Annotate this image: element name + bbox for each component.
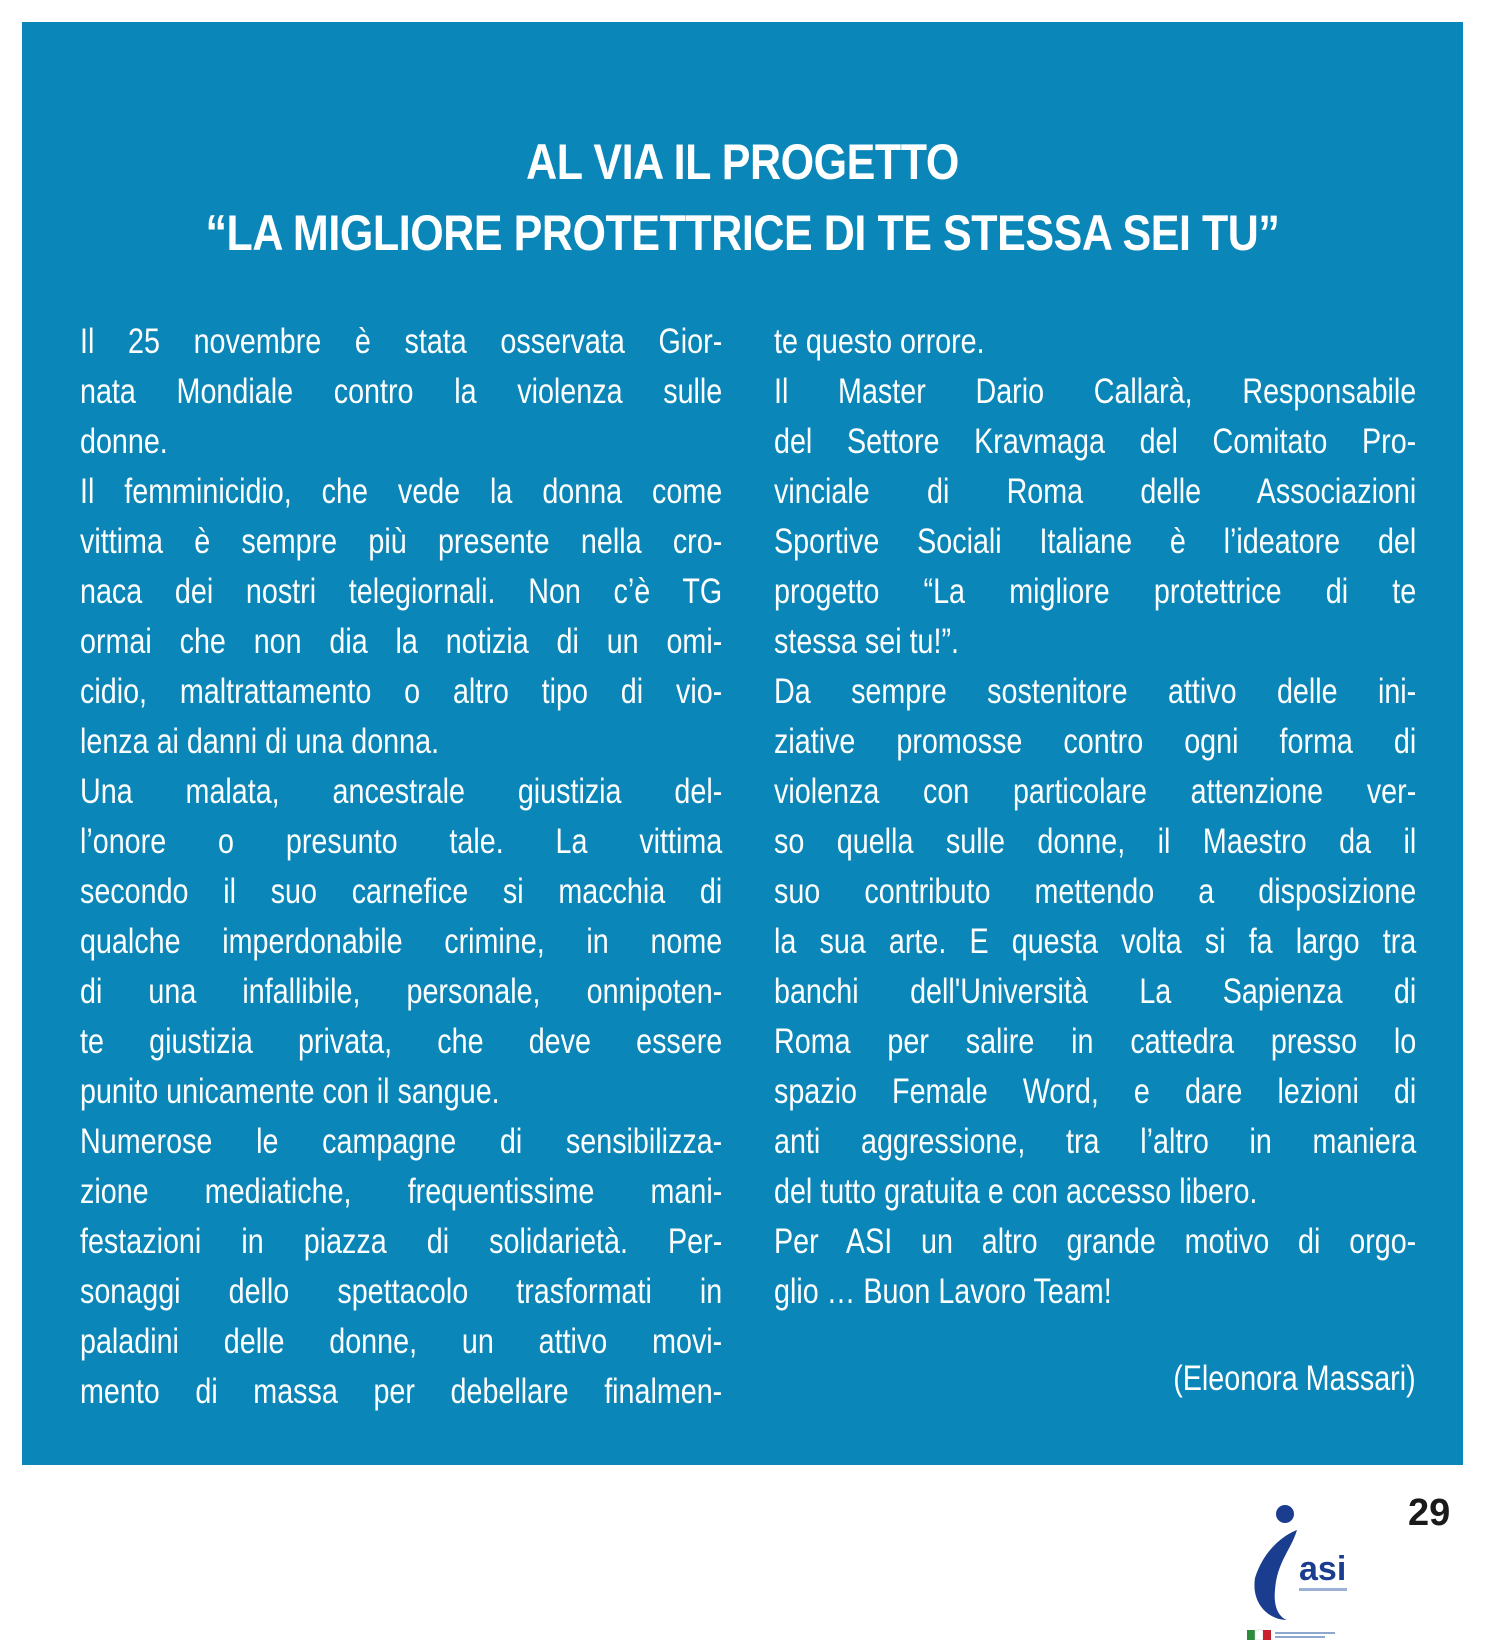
text-line: te questo orrore.: [774, 322, 985, 361]
text-line: Il Master Dario Callarà, Responsabile: [774, 372, 1417, 411]
text-line: qualche imperdonabile crimine, in nome: [80, 922, 723, 961]
text-line: ziative promosse contro ogni forma di: [774, 722, 1417, 761]
text-line: donne.: [80, 422, 168, 461]
text-line: violenza con particolare attenzione ver-: [774, 772, 1417, 811]
text-line: festazioni in piazza di solidarietà. Per-: [80, 1222, 723, 1261]
left-column: [80, 317, 722, 1417]
text-line: naca dei nostri telegiornali. Non c’è TG: [80, 572, 723, 611]
text-line: Per ASI un altro grande motivo di orgo-: [774, 1222, 1417, 1261]
text-line: progetto “La migliore protettrice di te: [774, 572, 1417, 611]
text-line: vittima è sempre più presente nella cro-: [80, 522, 723, 561]
author-signature: (Eleonora Massari): [1173, 1359, 1416, 1398]
text-line: zione mediatiche, frequentissime mani-: [80, 1172, 723, 1211]
text-line: Sportive Sociali Italiane è l’ideatore del: [774, 522, 1417, 561]
title-line-2: “LA MIGLIORE PROTETTRICE DI TE STESSA SEI TU”: [205, 205, 1280, 261]
logo-text: asi: [1299, 1550, 1347, 1588]
text-line: di una infallibile, personale, onnipoten-: [80, 972, 723, 1011]
text-line: nata Mondiale contro la violenza sulle: [80, 372, 723, 411]
text-line: paladini delle donne, un attivo movi-: [80, 1322, 723, 1361]
text-line: lenza ai danni di una donna.: [80, 722, 440, 761]
article-title: [123, 127, 1362, 269]
title-line-1: AL VIA IL PROGETTO: [526, 134, 959, 190]
text-line: mento di massa per debellare finalmen-: [80, 1372, 723, 1411]
text-line: stessa sei tu!”.: [774, 622, 960, 661]
text-line: banchi dell'Università La Sapienza di: [774, 972, 1417, 1011]
text-line: ormai che non dia la notizia di un omi-: [80, 622, 723, 661]
text-line: te giustizia privata, che deve essere: [80, 1022, 723, 1061]
text-line: l’onore o presunto tale. La vittima: [80, 822, 723, 861]
text-line: Una malata, ancestrale giustizia del-: [80, 772, 723, 811]
text-line: cidio, maltrattamento o altro tipo di vio-: [80, 672, 723, 711]
text-line: vinciale di Roma delle Associazioni: [774, 472, 1417, 511]
text-line: del Settore Kravmaga del Comitato Pro-: [774, 422, 1417, 461]
text-line: del tutto gratuita e con accesso libero.: [774, 1172, 1258, 1211]
text-line: Il femminicidio, che vede la donna come: [80, 472, 723, 511]
text-line: sonaggi dello spettacolo trasformati in: [80, 1272, 723, 1311]
text-line: spazio Female Word, e dare lezioni di: [774, 1072, 1417, 1111]
page-number: 29: [1408, 1492, 1451, 1534]
article-panel: [22, 22, 1463, 1465]
text-line: secondo il suo carnefice si macchia di: [80, 872, 723, 911]
text-line: glio … Buon Lavoro Team!: [774, 1272, 1112, 1311]
text-line: so quella sulle donne, il Maestro da il: [774, 822, 1417, 861]
text-line: anti aggressione, tra l’altro in maniera: [774, 1122, 1417, 1161]
text-line: punito unicamente con il sangue.: [80, 1072, 500, 1111]
text-line: la sua arte. E questa volta si fa largo tra: [774, 922, 1417, 961]
asi-logo: [1247, 1500, 1367, 1640]
text-line: Da sempre sostenitore attivo delle ini-: [774, 672, 1417, 711]
right-column: [774, 317, 1416, 1317]
text-line: Roma per salire in cattedra presso lo: [774, 1022, 1417, 1061]
text-line: suo contributo mettendo a disposizione: [774, 872, 1417, 911]
text-line: Il 25 novembre è stata osservata Gior-: [80, 322, 723, 361]
text-line: Numerose le campagne di sensibilizza-: [80, 1122, 723, 1161]
